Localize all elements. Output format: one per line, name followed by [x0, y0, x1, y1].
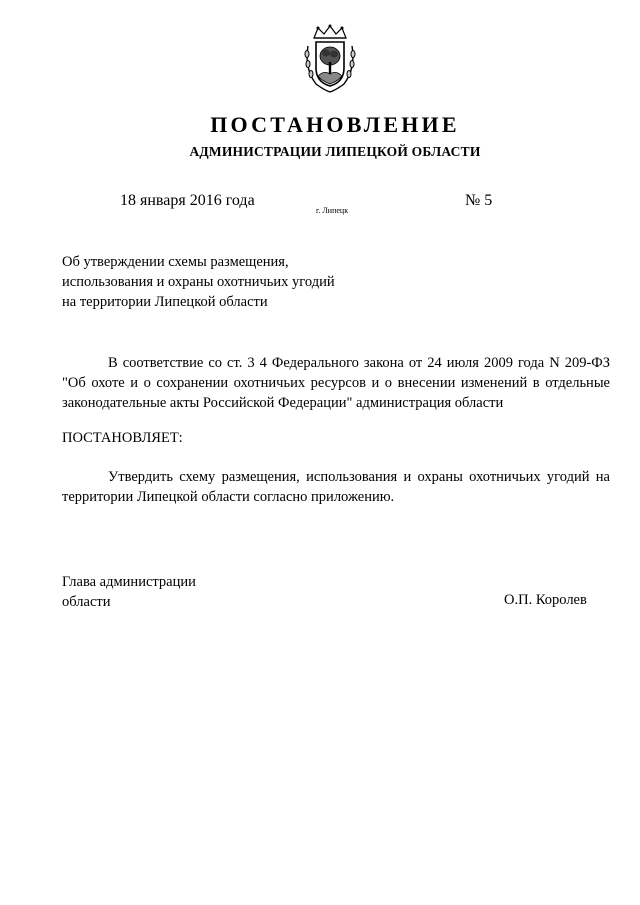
document-title: ПОСТАНОВЛЕНИЕ: [210, 112, 460, 137]
document-number: № 5: [465, 192, 493, 209]
signatory-position-line: области: [62, 594, 111, 610]
document-subject: [62, 252, 392, 312]
document-date: 18 января 2016 года: [120, 192, 255, 209]
subject-line: использования и охраны охотничьих угодий: [62, 274, 335, 290]
coat-of-arms-icon: [300, 24, 360, 94]
issuing-authority: АДМИНИСТРАЦИИ ЛИПЕЦКОЙ ОБЛАСТИ: [189, 144, 481, 159]
signatory-position-line: Глава администрации: [62, 574, 196, 590]
document-city: г. Липецк: [316, 206, 349, 215]
signatory-position: [62, 572, 196, 612]
preamble-paragraph: В соответствие со ст. 3 4 Федерального закона от 24 июля 2009 года N 209-ФЗ "Об охоте и о сохранении охотничьих ресурсов и о внесении изменений в отдельные законодательные акты Российской Федерации" администрация области: [62, 355, 610, 411]
subject-line: на территории Липецкой области: [62, 294, 268, 310]
decision-paragraph: Утвердить схему размещения, использования и охраны охотничьих угодий на территории Липецкой области согласно приложению.: [62, 469, 610, 505]
signatory-name: О.П. Королев: [504, 592, 587, 608]
decree-heading: ПОСТАНОВЛЯЕТ:: [62, 430, 183, 446]
subject-line: Об утверждении схемы размещения,: [62, 254, 289, 270]
